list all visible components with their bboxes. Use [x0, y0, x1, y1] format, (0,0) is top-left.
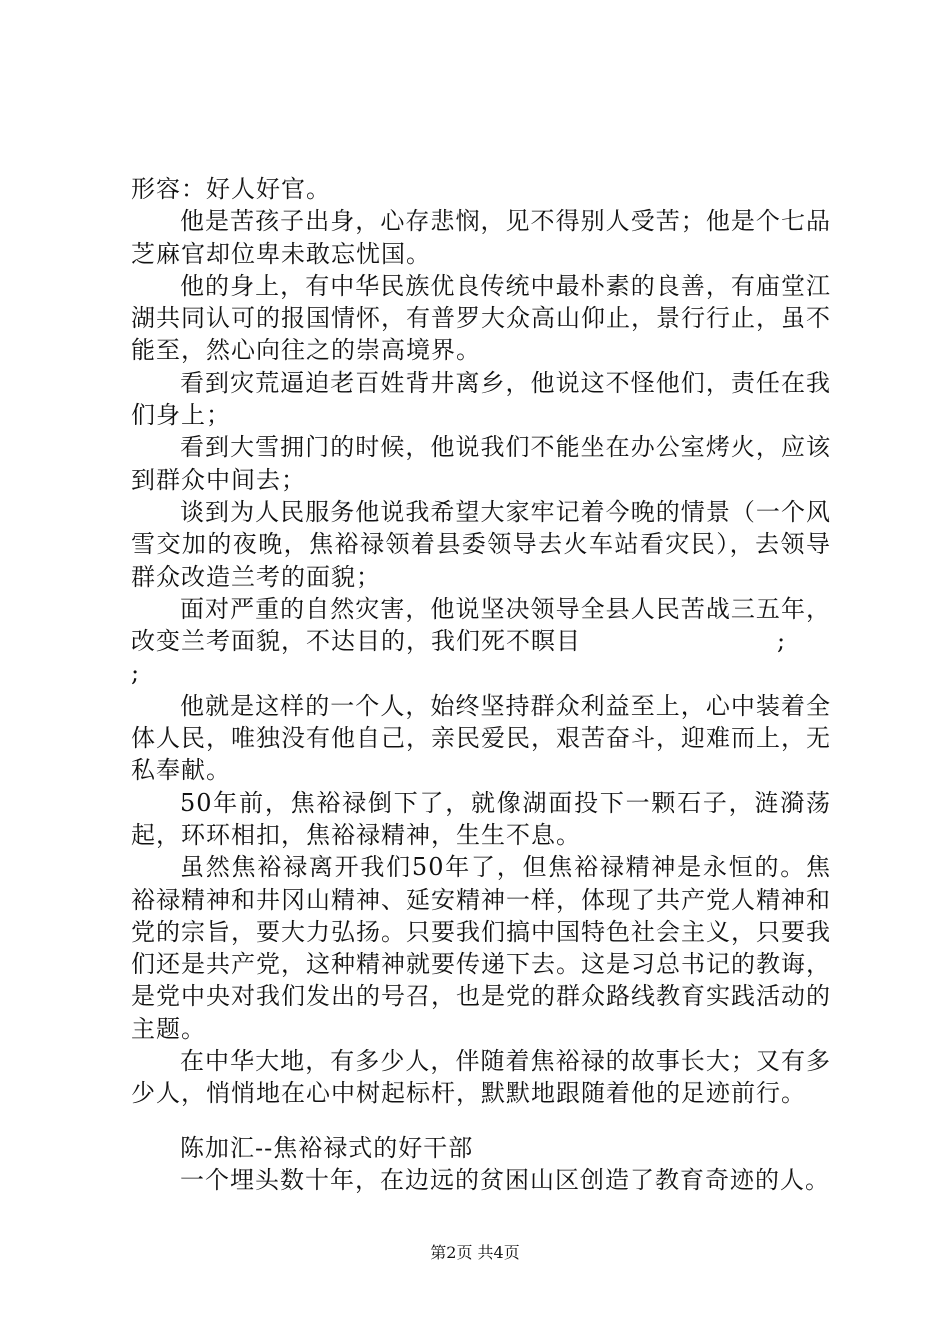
- section-heading: 陈加汇--焦裕禄式的好干部: [180, 1133, 474, 1162]
- paragraph-11: 虽然焦裕禄离开我们50年了，但焦裕禄精神是永恒的。焦裕禄精神和井冈山精神、延安精神一样，体现了共产党人精神和党的宗旨，要大力弘扬。只要我们搞中国特色社会主义，只要我们还是共产党，这种精神就要传递下去。这是习总书记的教诲，是党中央对我们发出的号召，也是党的群众路线教育实践活动的主题。: [131, 853, 831, 1043]
- paragraph-3: 他的身上，有中华民族优良传统中最朴素的良善，有庙堂江湖共同认可的报国情怀，有普罗大众高山仰止，景行行止，虽不能至，然心向往之的崇高境界。: [131, 271, 831, 365]
- page-footer: 第2页 共4页: [430, 1243, 520, 1262]
- paragraph-12: 在中华大地，有多少人，伴随着焦裕禄的故事长大；又有多少人，悄悄地在心中树起标杆，默默地跟随着他的足迹前行。: [131, 1047, 831, 1108]
- paragraph-4: 看到灾荒逼迫老百姓背井离乡，他说这不怪他们，责任在我们身上；: [131, 368, 831, 430]
- paragraph-2: 他是苦孩子出身，心存悲悯，见不得别人受苦；他是个七品芝麻官却位卑未敢忘忧国。: [131, 207, 831, 268]
- paragraph-7-text: 面对严重的自然灾害，他说坚决领导全县人民苦战三五年，改变兰考面貌，不达目的，我们死不瞑目: [131, 594, 831, 656]
- paragraph-5: 看到大雪拥门的时候，他说我们不能坐在办公室烤火，应该到群众中间去；: [131, 433, 831, 494]
- paragraph-9: 他就是这样的一个人，始终坚持群众利益至上，心中装着全体人民，唯独没有他自己，亲民爱民，艰苦奋斗，迎难而上，无私奉献。: [131, 691, 831, 785]
- paragraph-13: 一个埋头数十年，在边远的贫困山区创造了教育奇迹的人。: [180, 1165, 830, 1194]
- paragraph-10: 50年前，焦裕禄倒下了，就像湖面投下一颗石子，涟漪荡起，环环相扣，焦裕禄精神，生生不息。: [131, 788, 831, 849]
- paragraph-1: 形容：好人好官。: [131, 175, 331, 203]
- document-body: [131, 173, 831, 1196]
- paragraph-6: 谈到为人民服务他说我希望大家牢记着今晚的情景（一个风雪交加的夜晚，焦裕禄领着县委领导去火车站看灾民），去领导群众改造兰考的面貌；: [131, 497, 831, 591]
- paragraph-7-semicolon: ;: [777, 627, 787, 656]
- paragraph-8: ;: [131, 659, 141, 688]
- paragraph-7: [131, 593, 831, 658]
